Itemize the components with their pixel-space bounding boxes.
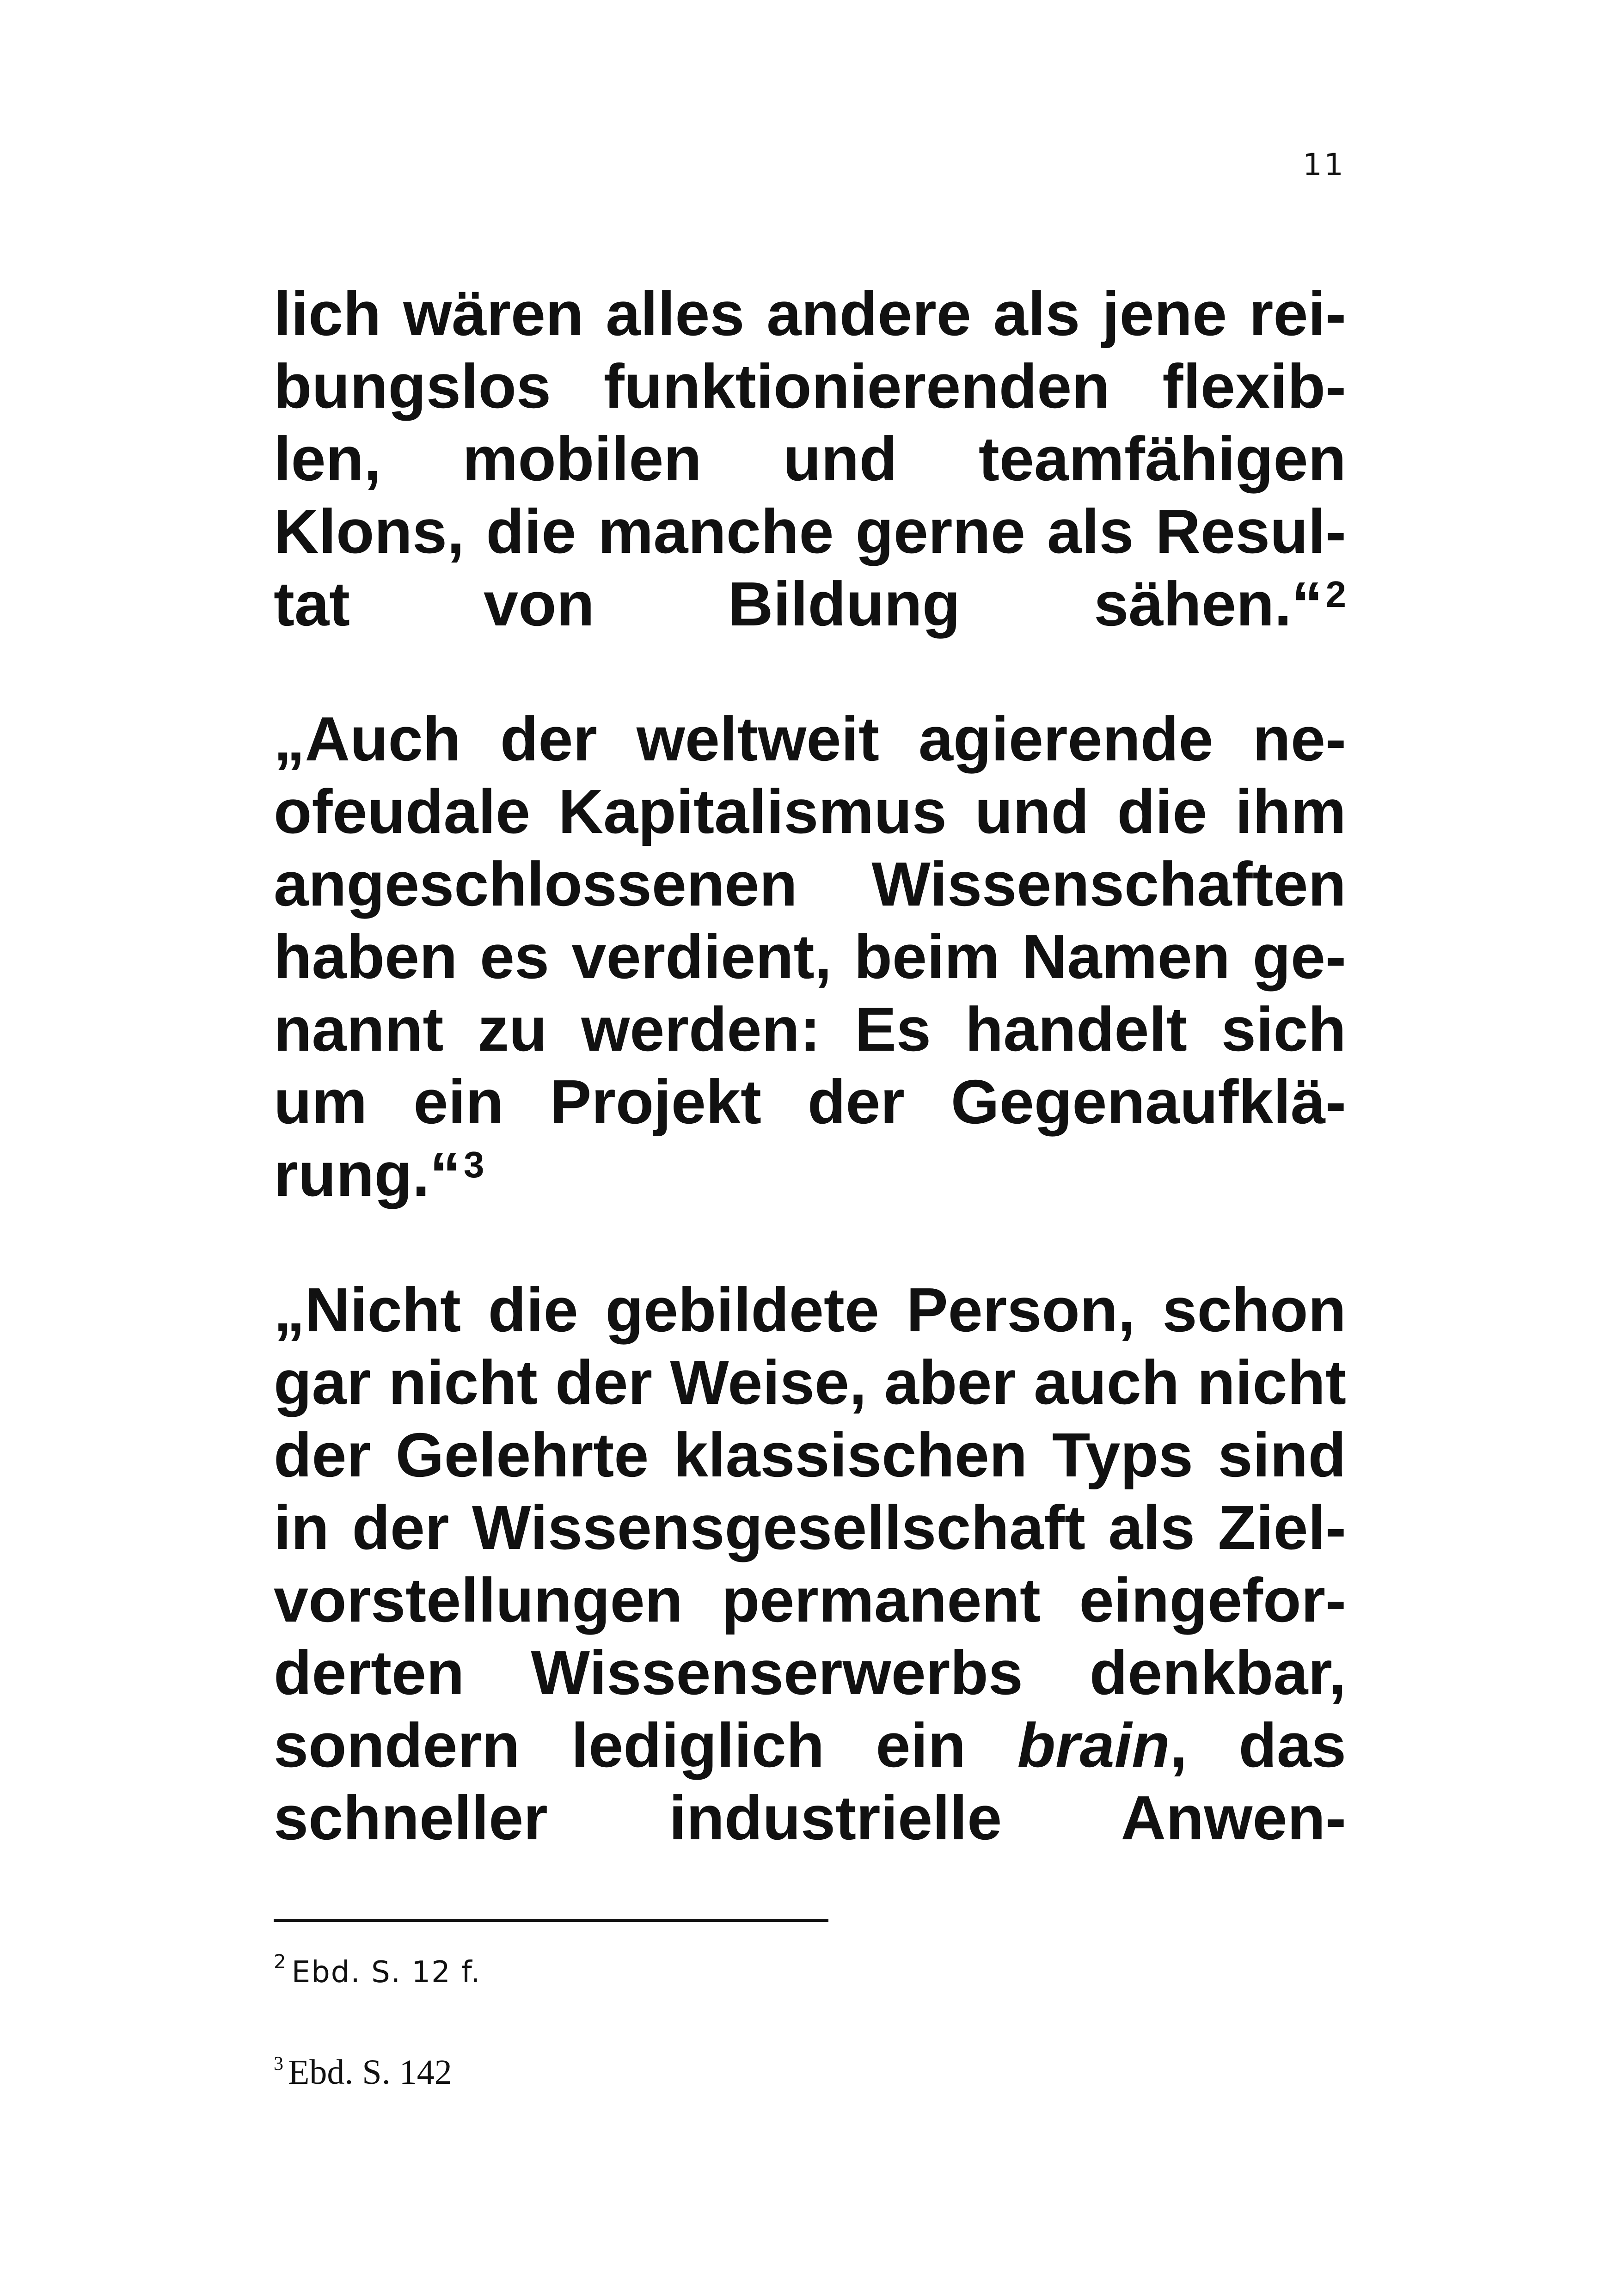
paragraph-line: „Auch der weltweit agierende ne- (274, 704, 1346, 774)
footnote-mark: 2 (274, 1950, 287, 1973)
paragraph-last-line (274, 568, 1346, 640)
footnote-mark: 3 (274, 2053, 283, 2075)
paragraph-line: schneller industrielle Anwen- (274, 1783, 1346, 1853)
paragraph-line: len, mobilen und teamfähigen (274, 424, 1346, 494)
paragraph-line: nannt zu werden: Es handelt sich (274, 994, 1346, 1064)
paragraph-line: derten Wissenserwerbs denkbar, (274, 1638, 1346, 1708)
line-segment: sondern lediglich ein (274, 1710, 966, 1780)
paragraph-2 (274, 703, 1346, 1211)
paragraph-line: tat von Bildung sähen.“ (274, 569, 1323, 639)
paragraph-line: „Nicht die gebildete Person, schon (274, 1275, 1346, 1345)
paragraph-line: in der Wissensgesellschaft als Ziel- (274, 1493, 1346, 1562)
paragraph-line: der Gelehrte klassischen Typs sind (274, 1420, 1346, 1490)
line-segment: , das (1170, 1710, 1347, 1780)
footnote-text: Ebd. S. 12 f. (291, 1955, 481, 1990)
paragraph-line: angeschlossenen Wissenschaften (274, 849, 1346, 919)
paragraph-line: gar nicht der Weise, aber auch nicht (274, 1347, 1346, 1417)
footnote-reference[interactable]: 3 (463, 1144, 484, 1185)
paragraph-line: ofeudale Kapitalismus und die ihm (274, 777, 1346, 846)
paragraph-line: haben es verdient, beim Namen ge- (274, 922, 1346, 992)
page-number: 11 (1303, 147, 1345, 183)
paragraph-line: Klons, die manche gerne als Resul- (274, 496, 1346, 566)
paragraph-last-line (274, 1138, 1346, 1211)
footnote (274, 2052, 452, 2093)
footnote-text: Ebd. S. 142 (288, 2053, 452, 2092)
paragraph-line: rung.“ (274, 1139, 461, 1209)
paragraph-line: lich wären alles andere als jene rei- (274, 279, 1346, 349)
paragraph-line-with-italic (274, 1709, 1346, 1782)
paragraph-line: vorstellungen permanent eingefor- (274, 1565, 1346, 1635)
italic-term: brain (1017, 1710, 1170, 1780)
paragraph-line: bungslos funktionierenden flexib- (274, 351, 1346, 421)
footnote-reference[interactable]: 2 (1325, 574, 1346, 615)
footnote (274, 1950, 481, 1990)
paragraph-1 (274, 277, 1346, 640)
paragraph-line: um ein Projekt der Gegenaufklä- (274, 1067, 1346, 1137)
paragraph-3 (274, 1274, 1346, 1854)
footnote-separator (274, 1919, 828, 1922)
